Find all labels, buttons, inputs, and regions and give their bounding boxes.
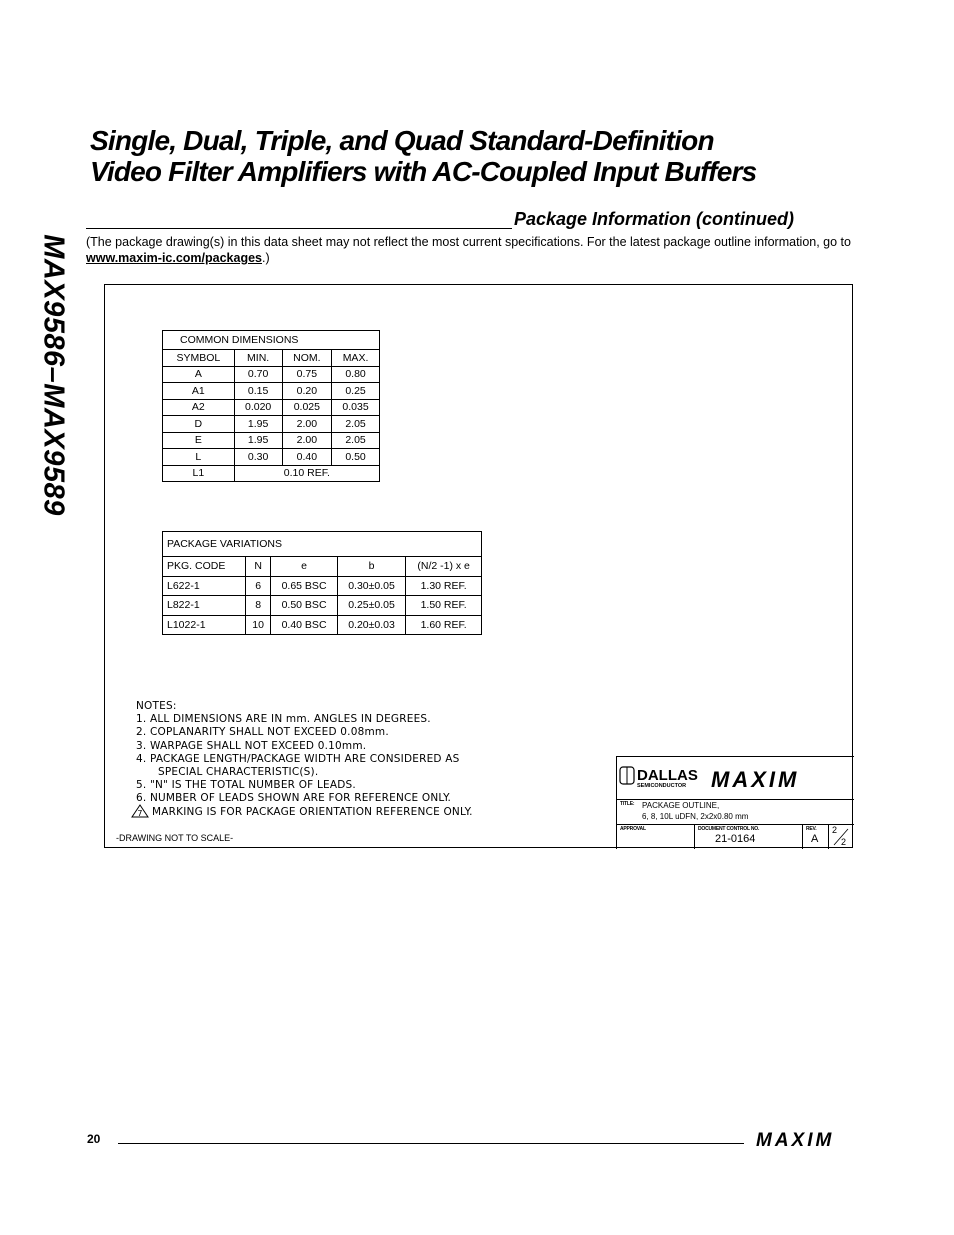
maxim-text: MAXIM: [711, 767, 800, 792]
table-cell: 0.15: [234, 383, 282, 400]
title-block-title: [617, 799, 854, 825]
header-cell: MAX.: [332, 350, 380, 367]
side-title-text: MAX9586–MAX9589: [37, 234, 70, 516]
table-row: [163, 416, 380, 433]
triangle-note-number: 7: [137, 808, 143, 818]
table-cell: 0.70: [234, 366, 282, 383]
table-cell: 0.40 BSC: [271, 615, 337, 635]
table-cell: 0.25: [332, 383, 380, 400]
table-row: [163, 399, 380, 416]
title-line-1: Single, Dual, Triple, and Quad Standard-Definition: [90, 125, 714, 156]
semiconductor-text: SEMICONDUCTOR: [637, 783, 687, 789]
table-cell: 0.25±0.05: [337, 596, 405, 616]
title-line-1: PACKAGE OUTLINE,: [642, 801, 720, 810]
doc-control-cell: [695, 824, 803, 849]
footer-rule: [118, 1143, 744, 1144]
table-cell: 0.30±0.05: [337, 576, 405, 596]
table-cell: 0.20±0.03: [337, 615, 405, 635]
table-cell: 2.00: [282, 416, 331, 433]
note-item: SPECIAL CHARACTERISTIC(S).: [158, 766, 319, 779]
table-cell: 0.50: [332, 449, 380, 466]
sheet-number: 2: [832, 825, 838, 835]
header-cell: MIN.: [234, 350, 282, 367]
dallas-maxim-logo: [617, 757, 854, 799]
table-cell: 0.025: [282, 399, 331, 416]
doc-control-label: DOCUMENT CONTROL NO.: [698, 826, 760, 832]
section-rule: [86, 228, 512, 229]
table-cell: 0.10 REF.: [234, 465, 379, 482]
table-cell: 0.30: [234, 449, 282, 466]
table-cell: L622-1: [163, 576, 246, 596]
header-cell: (N/2 -1) x e: [406, 557, 482, 577]
table-row: [163, 576, 482, 596]
table-cell: D: [163, 416, 235, 433]
table-cell: 1.50 REF.: [406, 596, 482, 616]
table-cell: 2.00: [282, 432, 331, 449]
table-cell: 8: [245, 596, 270, 616]
note-text: MARKING IS FOR PACKAGE ORIENTATION REFERENCE ONLY.: [152, 805, 473, 818]
table-cell: A: [163, 366, 235, 383]
table-cell: A2: [163, 399, 235, 416]
notes: [136, 700, 596, 819]
table-cell: L: [163, 449, 235, 466]
table-cell: 6: [245, 576, 270, 596]
table-row: [163, 465, 380, 482]
header-cell: PKG. CODE: [163, 557, 246, 577]
table-row: [163, 383, 380, 400]
dallas-text: DALLAS: [637, 767, 698, 784]
header-cell: e: [271, 557, 337, 577]
document-title: [90, 125, 890, 187]
sheet-total: 2: [841, 837, 847, 847]
intro-paragraph: [86, 234, 872, 266]
table-cell: 0.80: [332, 366, 380, 383]
packages-link[interactable]: www.maxim-ic.com/packages: [86, 251, 263, 265]
footer-maxim-logo: [756, 1129, 866, 1154]
approval-cell: [617, 824, 695, 849]
approval-label: APPROVAL: [620, 826, 646, 832]
table-row: [163, 432, 380, 449]
table-cell: 0.20: [282, 383, 331, 400]
common-dimensions-caption: COMMON DIMENSIONS: [163, 331, 380, 350]
table-cell: 0.50 BSC: [271, 596, 337, 616]
table-cell: 0.75: [282, 366, 331, 383]
rev-cell: [803, 824, 829, 849]
table-cell: L1022-1: [163, 615, 246, 635]
title-line-2: Video Filter Amplifiers with AC-Coupled Input Buffers: [90, 156, 757, 187]
intro-suffix: .): [262, 251, 270, 265]
page-number: 20: [87, 1132, 101, 1146]
table-cell: 0.035: [332, 399, 380, 416]
table-cell: A1: [163, 383, 235, 400]
header-cell: NOM.: [282, 350, 331, 367]
note-item: 4. PACKAGE LENGTH/PACKAGE WIDTH ARE CONSIDERED AS: [136, 752, 460, 765]
title-block-logo-area: [617, 757, 854, 800]
table-cell: 10: [245, 615, 270, 635]
doc-number: 21-0164: [715, 833, 756, 845]
section-title: Package Information (continued): [514, 209, 795, 229]
title-line-2: 6, 8, 10L uDFN, 2x2x0.80 mm: [642, 812, 749, 821]
note-item-7: [136, 806, 596, 819]
notes-heading: NOTES:: [136, 700, 177, 712]
footer-logo-text: MAXIM: [756, 1130, 835, 1149]
package-variations-table: [162, 531, 482, 635]
table-cell: L1: [163, 465, 235, 482]
table-cell: 1.95: [234, 432, 282, 449]
side-title: [36, 210, 70, 540]
table-row: [163, 366, 380, 383]
table-cell: 1.95: [234, 416, 282, 433]
rev-value: A: [811, 833, 819, 845]
sheet-cell: [829, 824, 854, 849]
table-cell: 0.40: [282, 449, 331, 466]
note-item: 2. COPLANARITY SHALL NOT EXCEED 0.08mm.: [136, 726, 389, 739]
package-drawing: [104, 284, 853, 848]
intro-text: (The package drawing(s) in this data sheet may not reflect the most current specifications. For the latest package outline information, go to: [86, 235, 851, 249]
title-label: TITLE:: [620, 801, 635, 807]
header-cell: N: [245, 557, 270, 577]
common-dimensions-table: [162, 330, 380, 482]
table-row: [163, 596, 482, 616]
table-cell: 2.05: [332, 416, 380, 433]
note-item: 5. "N" IS THE TOTAL NUMBER OF LEADS.: [136, 779, 356, 792]
table-cell: L822-1: [163, 596, 246, 616]
table-cell: E: [163, 432, 235, 449]
table-cell: 2.05: [332, 432, 380, 449]
header-cell: b: [337, 557, 405, 577]
table-cell: 1.30 REF.: [406, 576, 482, 596]
title-block-bottom: [617, 824, 854, 850]
note-item: 1. ALL DIMENSIONS ARE IN mm. ANGLES IN DEGREES.: [136, 713, 431, 726]
table-cell: 0.65 BSC: [271, 576, 337, 596]
header-cell: SYMBOL: [163, 350, 235, 367]
drawing-not-to-scale: -DRAWING NOT TO SCALE-: [116, 833, 234, 843]
title-block: [616, 756, 854, 849]
table-row: [163, 449, 380, 466]
table-row: [163, 615, 482, 635]
rev-label: REV.: [806, 826, 817, 832]
package-variations-caption: PACKAGE VARIATIONS: [163, 532, 482, 557]
table-cell: 1.60 REF.: [406, 615, 482, 635]
table-cell: 0.020: [234, 399, 282, 416]
note-item: 6. NUMBER OF LEADS SHOWN ARE FOR REFERENCE ONLY.: [136, 792, 452, 805]
note-item: 3. WARPAGE SHALL NOT EXCEED 0.10mm.: [136, 739, 367, 752]
